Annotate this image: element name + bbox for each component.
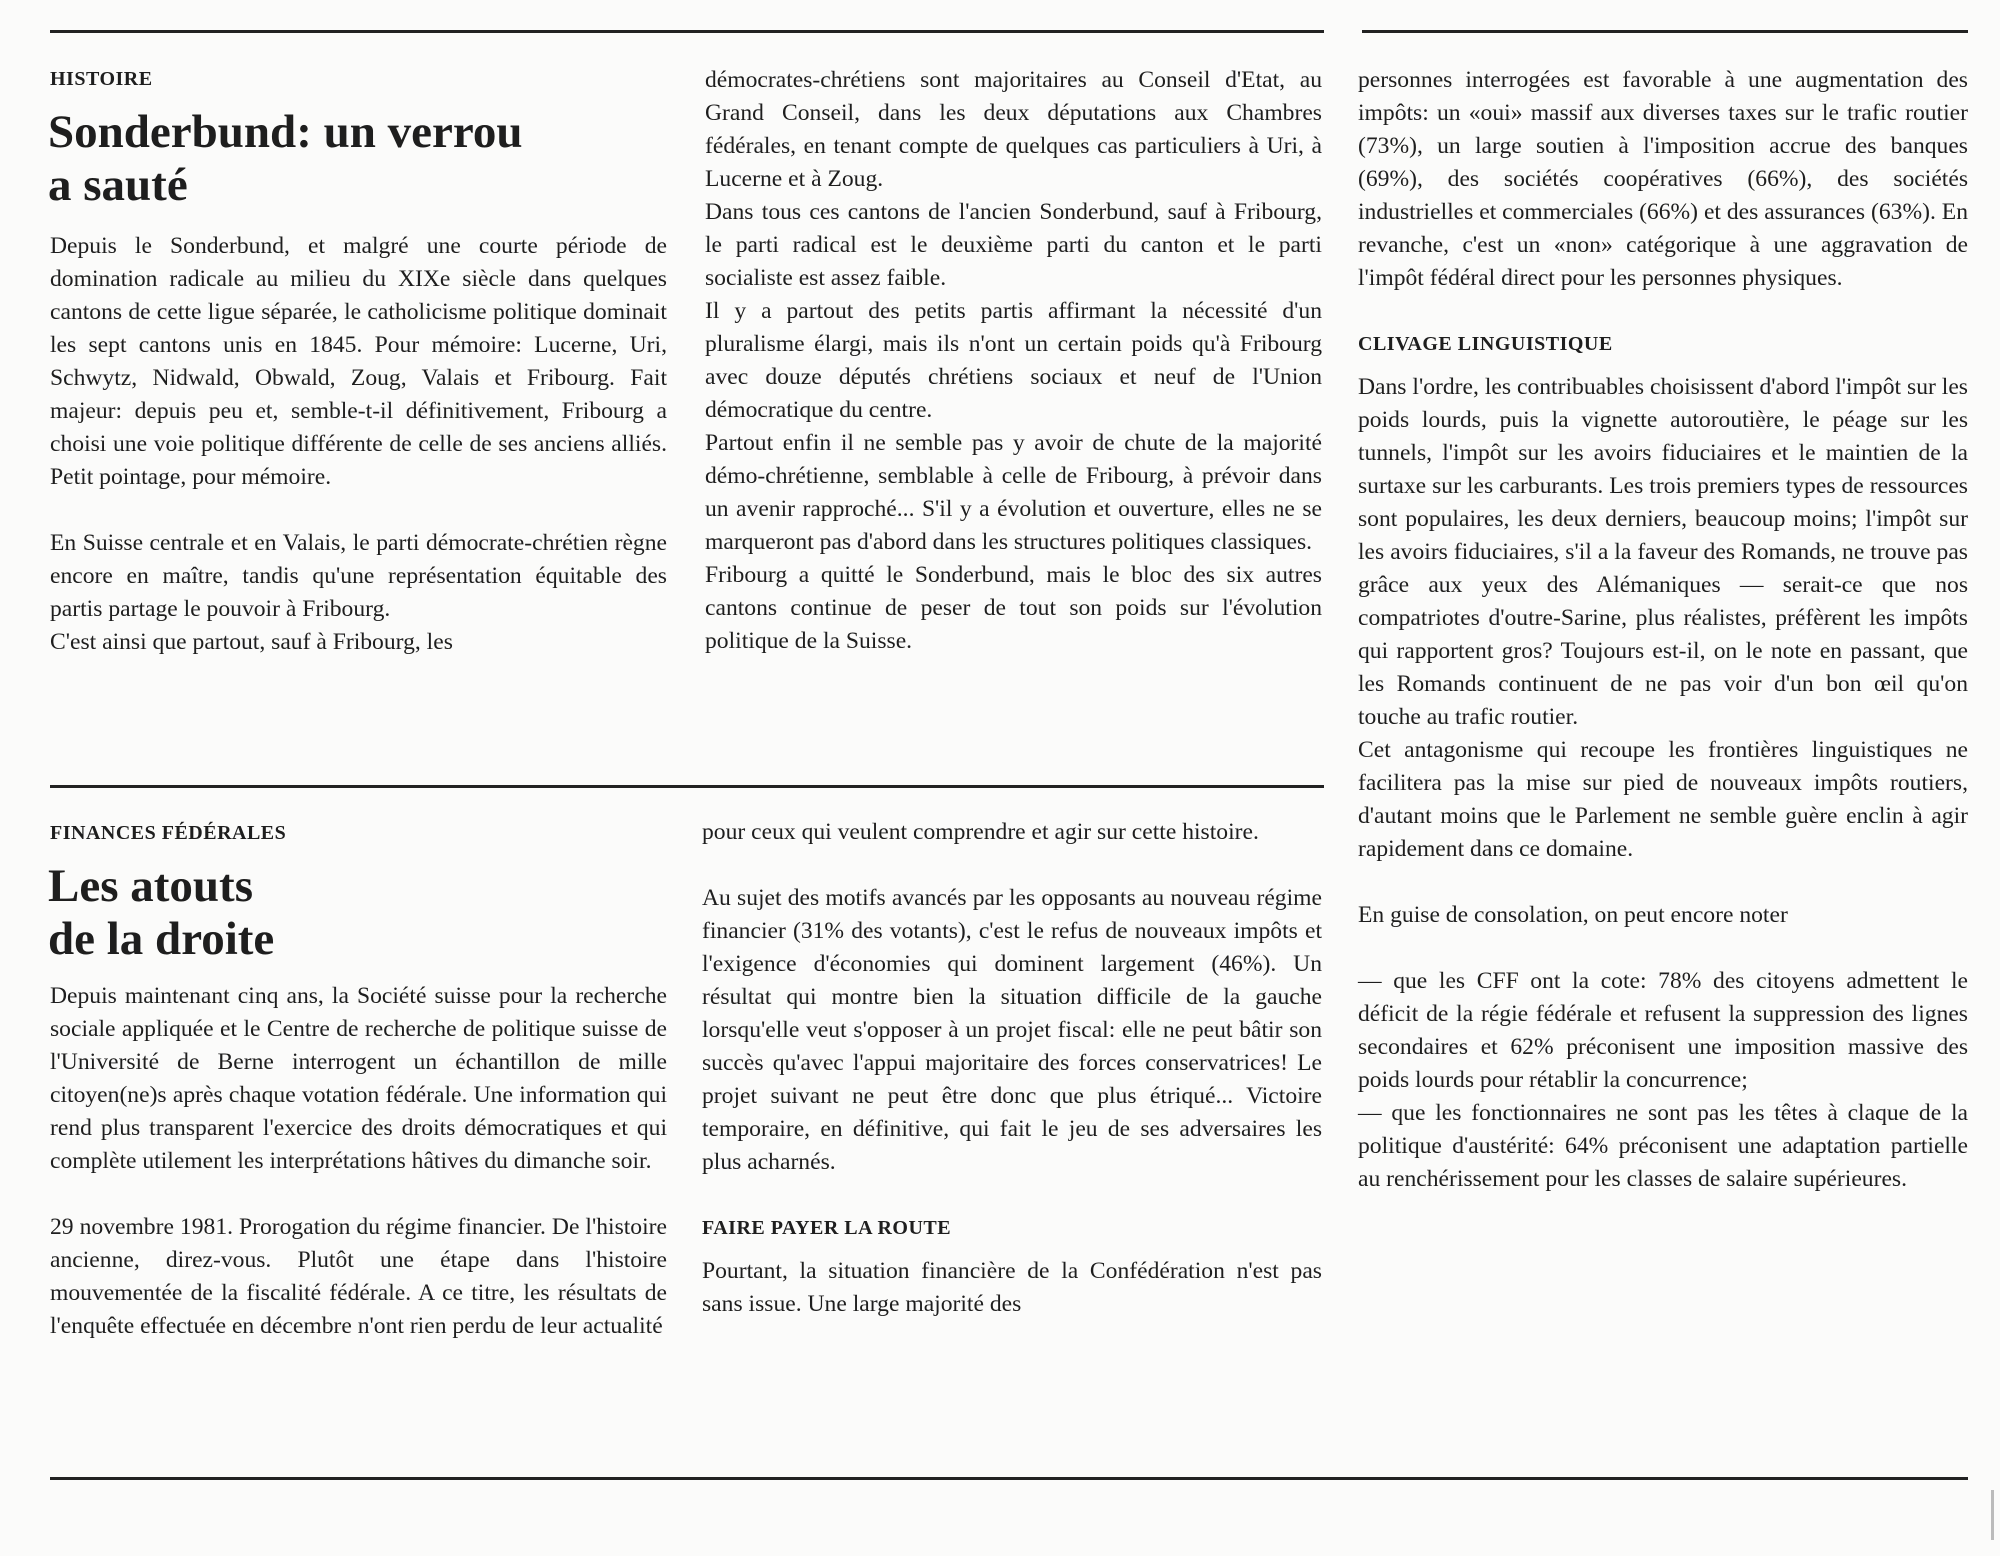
finances-headline-line1: Les atouts [48, 860, 253, 912]
mid-rule [50, 785, 1324, 788]
finances-paragraph: 29 novembre 1981. Prorogation du régime financier. De l'histoire ancienne, direz-vous. Plutôt une étape dans l'histoire mouvementée de la fiscalité fédérale. A ce titre, les résultats de l'enquête effectuée en décembre n'ont rien perdu de leur actualité [50, 1214, 667, 1339]
finances-paragraph: — que les fonctionnaires ne sont pas les têtes à claque de la politique d'austérité: 64% préconisent une adaptation partielle au renchérissement pour les classes de salaire supérieures. [1358, 1100, 1968, 1192]
finances-headline [48, 860, 688, 966]
histoire-headline-line2: a sauté [48, 159, 188, 211]
finances-column-1 [50, 980, 667, 1343]
histoire-paragraph: C'est ainsi que partout, sauf à Fribourg, les [50, 629, 453, 655]
histoire-column-2 [705, 64, 1322, 658]
bottom-rule [50, 1477, 1968, 1480]
finances-paragraph: En guise de consolation, on peut encore noter [1358, 902, 1788, 928]
finances-paragraph: Pourtant, la situation financière de la Confédération n'est pas sans issue. Une large majorité des [702, 1258, 1322, 1317]
finances-paragraph: Au sujet des motifs avancés par les opposants au nouveau régime financier (31% des votants), c'est le refus de nouveaux impôts et l'exigence d'économies qui dominent largement (46%). Un résultat qui montre bien la situation difficile de la gauche lorsqu'elle veut s'opposer à un projet fiscal: elle ne peut bâtir son succès qu'avec l'appui majoritaire des forces conservatrices! Le projet suivant ne peut être donc que plus étriqué... Victoire temporaire, en définitive, qui fait le jeu de ses adversaires les plus acharnés. [702, 885, 1322, 1175]
finances-paragraph: Dans l'ordre, les contribuables choisissent d'abord l'impôt sur les poids lourds, puis la vignette autoroutière, le péage sur les tunnels, l'impôt sur les avoirs fiduciaires et le maintien de la surtaxe sur les carburants. Les trois premiers types de ressources sont populaires, les deux derniers, beaucoup moins; l'impôt sur les avoirs fiduciaires, s'il a la faveur des Romands, ne trouve pas grâce aux yeux des Alémaniques — serait-ce que nos compatriotes d'outre-Sarine, plus réalistes, préfèrent les impôts qui rapportent gros? Toujours est-il, on le note en passant, que les Romands continuent de ne pas voir d'un bon œil qu'on touche au trafic routier. [1358, 374, 1968, 730]
histoire-headline [48, 106, 688, 212]
page-edge-mark [1991, 1490, 1994, 1540]
finances-paragraph: — que les CFF ont la cote: 78% des citoyens admettent le déficit de la régie fédérale et refusent la suppression des lignes secondaires et 62% préconisent une imposition massive des poids lourds pour rétablir la concurrence; [1358, 968, 1968, 1093]
finances-subheading-route: FAIRE PAYER LA ROUTE [702, 1217, 952, 1239]
finances-kicker: FINANCES FÉDÉRALES [50, 822, 287, 844]
histoire-column-1 [50, 230, 667, 659]
finances-paragraph: Depuis maintenant cinq ans, la Société suisse pour la recherche sociale appliquée et le Centre de recherche de politique suisse de l'Université de Berne interrogent un échantillon de mille citoyen(ne)s après chaque votation fédérale. Une information qui rend plus transparent l'exercice des droits démocratiques et qui complète utilement les interprétations hâtives du dimanche soir. [50, 983, 667, 1174]
top-rule-left [50, 30, 1324, 33]
finances-paragraph: personnes interrogées est favorable à une augmentation des impôts: un «oui» massif aux diverses taxes sur le trafic routier (73%), un large soutien à l'imposition accrue des banques (69%), des sociétés coopératives (66%), des sociétés industrielles et commerciales (66%) et des assurances (63%). En revanche, c'est un «non» catégorique à une aggravation de l'impôt fédéral direct pour les personnes physiques. [1358, 67, 1968, 291]
histoire-paragraph: Il y a partout des petits partis affirmant la nécessité d'un pluralisme élargi, mais ils n'ont un certain poids qu'à Fribourg avec douze députés chrétiens sociaux et neuf de l'Union démocratique du centre. [705, 298, 1322, 423]
finances-column-3 [1358, 64, 1968, 1196]
top-rule-right [1362, 30, 1968, 33]
finances-headline-line2: de la droite [48, 913, 275, 965]
histoire-headline-line1: Sonderbund: un verrou [48, 106, 523, 158]
finances-column-2 [702, 816, 1322, 1321]
histoire-paragraph: démocrates-chrétiens sont majoritaires au Conseil d'Etat, au Grand Conseil, dans les deux députations aux Chambres fédérales, en tenant compte de quelques cas particuliers à Uri, à Lucerne et à Zoug. [705, 67, 1322, 192]
histoire-paragraph: Partout enfin il ne semble pas y avoir de chute de la majorité démo-chrétienne, semblable à celle de Fribourg, à prévoir dans un avenir rapproché... S'il y a évolution et ouverture, elles ne se marqueront pas d'abord dans les structures politiques classiques. [705, 430, 1322, 555]
finances-paragraph: pour ceux qui veulent comprendre et agir sur cette histoire. [702, 819, 1259, 845]
histoire-paragraph: Depuis le Sonderbund, et malgré une courte période de domination radicale au milieu du XIXe siècle dans quelques cantons de cette ligue séparée, le catholicisme politique dominait les sept cantons unis en 1845. Pour mémoire: Lucerne, Uri, Schwytz, Nidwald, Obwald, Zoug, Valais et Fribourg. Fait majeur: depuis peu et, semble-t-il définitivement, Fribourg a choisi une voie politique différente de celle de ses anciens alliés. Petit pointage, pour mémoire. [50, 233, 667, 490]
finances-subheading-clivage: CLIVAGE LINGUISTIQUE [1358, 333, 1613, 355]
finances-paragraph: Cet antagonisme qui recoupe les frontières linguistiques ne facilitera pas la mise sur pied de nouveaux impôts routiers, d'autant moins que le Parlement ne semble guère enclin à agir rapidement dans ce domaine. [1358, 737, 1968, 862]
histoire-paragraph: Fribourg a quitté le Sonderbund, mais le bloc des six autres cantons continue de peser de tout son poids sur l'évolution politique de la Suisse. [705, 562, 1322, 654]
histoire-paragraph: En Suisse centrale et en Valais, le parti démocrate-chrétien règne encore en maître, tandis qu'une représentation équitable des partis partage le pouvoir à Fribourg. [50, 530, 667, 622]
histoire-paragraph: Dans tous ces cantons de l'ancien Sonderbund, sauf à Fribourg, le parti radical est le deuxième parti du canton et le parti socialiste est assez faible. [705, 199, 1322, 291]
histoire-kicker: HISTOIRE [50, 68, 153, 90]
